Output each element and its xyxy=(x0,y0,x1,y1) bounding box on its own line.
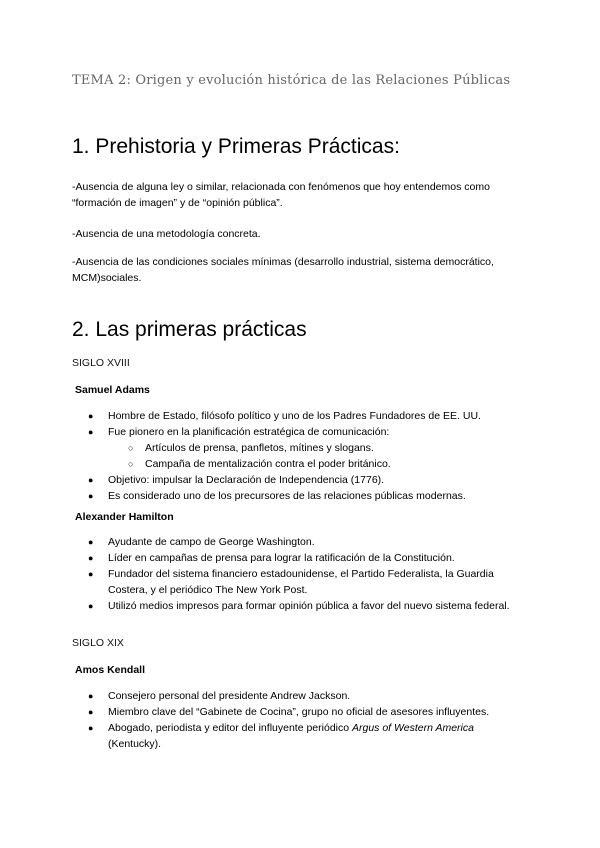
bullet-icon: ● xyxy=(88,475,94,485)
list-item: ● Consejero personal del presidente Andrew Jackson. xyxy=(88,690,351,702)
list-item: ● Objetivo: impulsar la Declaración de Independencia (1776). xyxy=(88,474,385,486)
topic-header: TEMA 2: Origen y evolución histórica de las Relaciones Públicas xyxy=(72,73,511,88)
siglo-xviii-label: SIGLO XVIII xyxy=(72,357,130,369)
list-item: ○ Campaña de mentalización contra el poder británico. xyxy=(128,458,391,470)
bullet-icon: ● xyxy=(88,691,94,701)
newspaper-title: Argus of Western America xyxy=(352,722,474,734)
alexander-hamilton-list xyxy=(72,534,522,614)
bullet-icon: ● xyxy=(88,553,94,563)
samuel-adams-sublist xyxy=(108,440,522,472)
amos-kendall-heading: Amos Kendall xyxy=(75,664,146,676)
hollow-bullet-icon: ○ xyxy=(128,459,134,469)
list-item: ● Es considerado uno de los precursores de las relaciones públicas modernas. xyxy=(88,490,466,502)
list-item: ● Líder en campañas de prensa para lograr la ratificación de la Constitución. xyxy=(88,552,455,564)
section1-paragraph-1: -Ausencia de alguna ley o similar, relacionada con fenómenos que hoy entendemos como “formación de imagen” y de “opinión pública”. xyxy=(72,181,490,209)
section2-heading: 2. Las primeras prácticas xyxy=(72,318,307,341)
bullet-icon: ● xyxy=(88,411,94,421)
list-item: ● Fue pionero en la planificación estratégica de comunicación: ○ Artículos de prensa, panfletos, mítines y slogans. ○ Campaña de mentalización contra el poder británico. xyxy=(72,424,522,472)
list-item: ○ Artículos de prensa, panfletos, mítines y slogans. xyxy=(128,442,374,454)
amos-kendall-list xyxy=(72,688,522,752)
bullet-icon: ● xyxy=(88,707,94,717)
list-item: ● Miembro clave del “Gabinete de Cocina”, grupo no oficial de asesores influyentes. xyxy=(88,706,490,718)
bullet-icon: ● xyxy=(88,491,94,501)
bullet-icon: ● xyxy=(88,537,94,547)
hollow-bullet-icon: ○ xyxy=(128,443,134,453)
list-item: ● Utilizó medios impresos para formar opinión pública a favor del nuevo sistema federal. xyxy=(88,600,510,612)
bullet-icon: ● xyxy=(88,601,94,611)
samuel-adams-list xyxy=(72,408,522,504)
siglo-xix-label: SIGLO XIX xyxy=(72,637,124,649)
bullet-icon: ● xyxy=(88,427,94,437)
list-item: ● Ayudante de campo de George Washington. xyxy=(88,536,315,548)
section1-heading: 1. Prehistoria y Primeras Prácticas: xyxy=(72,135,400,158)
list-item: ● Fundador del sistema financiero estadounidense, el Partido Federalista, la Guardia Costera, y el periódico The New York Post. xyxy=(88,568,494,596)
section1-paragraph-2: -Ausencia de una metodología concreta. xyxy=(72,228,261,240)
alexander-hamilton-heading: Alexander Hamilton xyxy=(75,511,174,523)
list-item: ● Abogado, periodista y editor del influyente periódico Argus of Western America (Kentucky). xyxy=(88,722,474,750)
bullet-icon: ● xyxy=(88,723,94,733)
samuel-adams-heading: Samuel Adams xyxy=(75,384,150,396)
bullet-icon: ● xyxy=(88,569,94,579)
section1-paragraph-3: -Ausencia de las condiciones sociales mínimas (desarrollo industrial, sistema democrático, MCM)sociales. xyxy=(72,256,494,284)
list-item: ● Hombre de Estado, filósofo político y uno de los Padres Fundadores de EE. UU. xyxy=(88,410,481,422)
